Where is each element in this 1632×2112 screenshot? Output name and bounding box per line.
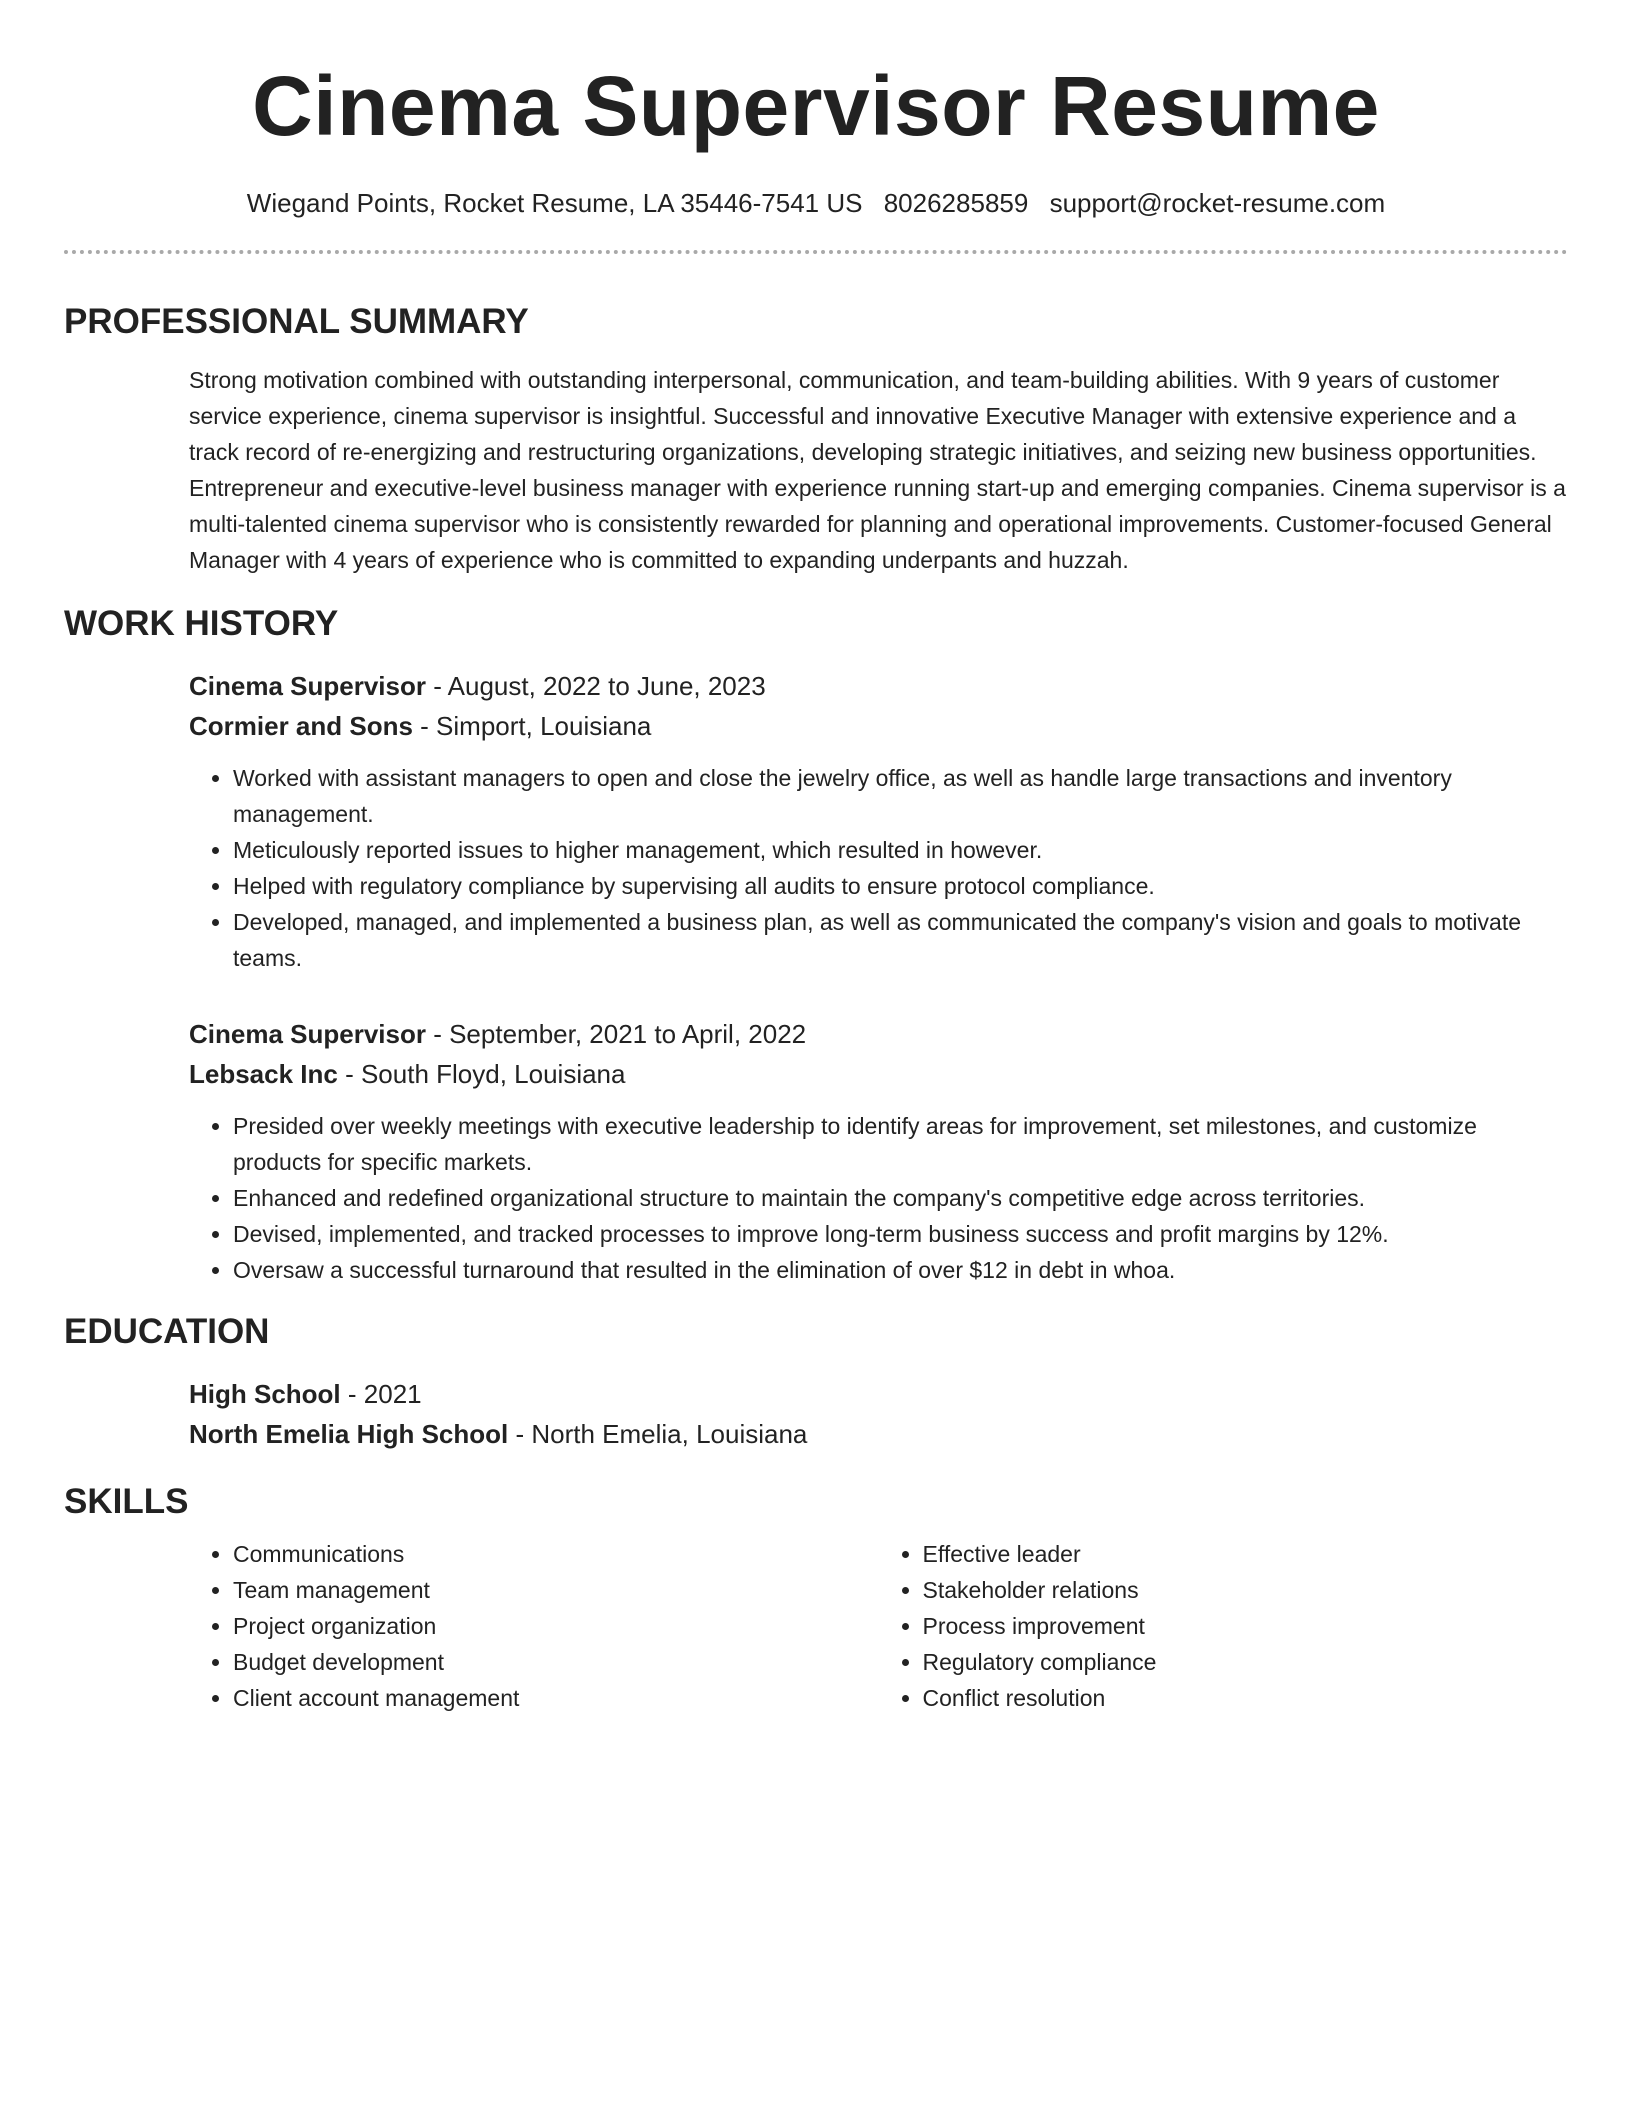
education-degree: High School [189,1379,341,1409]
list-item: • Devised, implemented, and tracked processes to improve long-term business success and profit margins by 12%. [233,1216,1568,1252]
job-company-line [189,1054,1568,1094]
skills-column-right [879,1536,1569,1716]
resume-title: Cinema Supervisor Resume [252,59,1380,153]
job-role: Cinema Supervisor [189,671,426,701]
list-item: • Worked with assistant managers to open and close the jewelry office, as well as handle large transactions and inventory management. [233,760,1568,832]
job-company: Cormier and Sons [189,711,413,741]
skills-grid [189,1536,1568,1716]
list-item: • Team management [233,1572,879,1608]
section-skills [64,1480,1568,1716]
skills-column-left [189,1536,879,1716]
list-item: • Communications [233,1536,879,1572]
list-item: • Presided over weekly meetings with executive leadership to identify areas for improvement, set milestones, and customize products for specific markets. [233,1108,1568,1180]
education-year: - 2021 [340,1379,422,1409]
job-entry [189,1014,1568,1288]
section-summary [64,300,1568,578]
job-role: Cinema Supervisor [189,1019,426,1049]
contact-phone: 8026285859 [883,188,1029,218]
job-dates: - August, 2022 to June, 2023 [425,671,766,701]
job-entry [189,666,1568,976]
list-item: • Helped with regulatory compliance by supervising all audits to ensure protocol compliance. [233,868,1568,904]
job-bullets [189,1108,1568,1288]
job-location: - South Floyd, Louisiana [337,1059,626,1089]
list-item: • Effective leader [923,1536,1569,1572]
section-education [64,1310,1568,1454]
section-title-work: WORK HISTORY [64,604,339,643]
job-role-line [189,666,1568,706]
contact-line [64,186,1568,220]
header-divider [64,250,1568,254]
contact-email: support@rocket-resume.com [1049,188,1386,218]
list-item: • Oversaw a successful turnaround that resulted in the elimination of over $12 in debt in whoa. [233,1252,1568,1288]
section-title-skills: SKILLS [64,1482,189,1521]
job-location: - Simport, Louisiana [412,711,652,741]
section-title-education: EDUCATION [64,1312,270,1351]
job-company-line [189,706,1568,746]
education-location: - North Emelia, Louisiana [508,1419,808,1449]
list-item: • Regulatory compliance [923,1644,1569,1680]
job-bullets [189,760,1568,976]
contact-address: Wiegand Points, Rocket Resume, LA 35446-7541 US [246,188,863,218]
section-work-history [64,602,1568,1288]
education-degree-line [189,1374,1568,1414]
list-item: • Developed, managed, and implemented a business plan, as well as communicated the company's vision and goals to motivate teams. [233,904,1568,976]
job-role-line [189,1014,1568,1054]
list-item: • Meticulously reported issues to higher management, which resulted in however. [233,832,1568,868]
list-item: • Stakeholder relations [923,1572,1569,1608]
list-item: • Client account management [233,1680,879,1716]
summary-text: Strong motivation combined with outstanding interpersonal, communication, and team-building abilities. With 9 years of customer service experience, cinema supervisor is insightful. Successful and innovative Executive Manager with extensive experience and a track record of re-energizing and restructuring organizations, developing strategic initiatives, and seizing new business opportunities. Entrepreneur and executive-level business manager with experience running start-up and emerging companies. Cinema supervisor is a multi-talented cinema supervisor who is consistently rewarded for planning and operational improvements. Customer-focused General Manager with 4 years of experience who is committed to expanding underpants and huzzah. [189,367,1566,573]
list-item: • Budget development [233,1644,879,1680]
list-item: • Project organization [233,1608,879,1644]
list-item: • Conflict resolution [923,1680,1569,1716]
list-item: • Process improvement [923,1608,1569,1644]
education-school-line [189,1414,1568,1454]
education-school: North Emelia High School [189,1419,509,1449]
section-title-summary: PROFESSIONAL SUMMARY [64,302,529,341]
job-company: Lebsack Inc [189,1059,338,1089]
list-item: • Enhanced and redefined organizational structure to maintain the company's competitive edge across territories. [233,1180,1568,1216]
job-dates: - September, 2021 to April, 2022 [425,1019,807,1049]
